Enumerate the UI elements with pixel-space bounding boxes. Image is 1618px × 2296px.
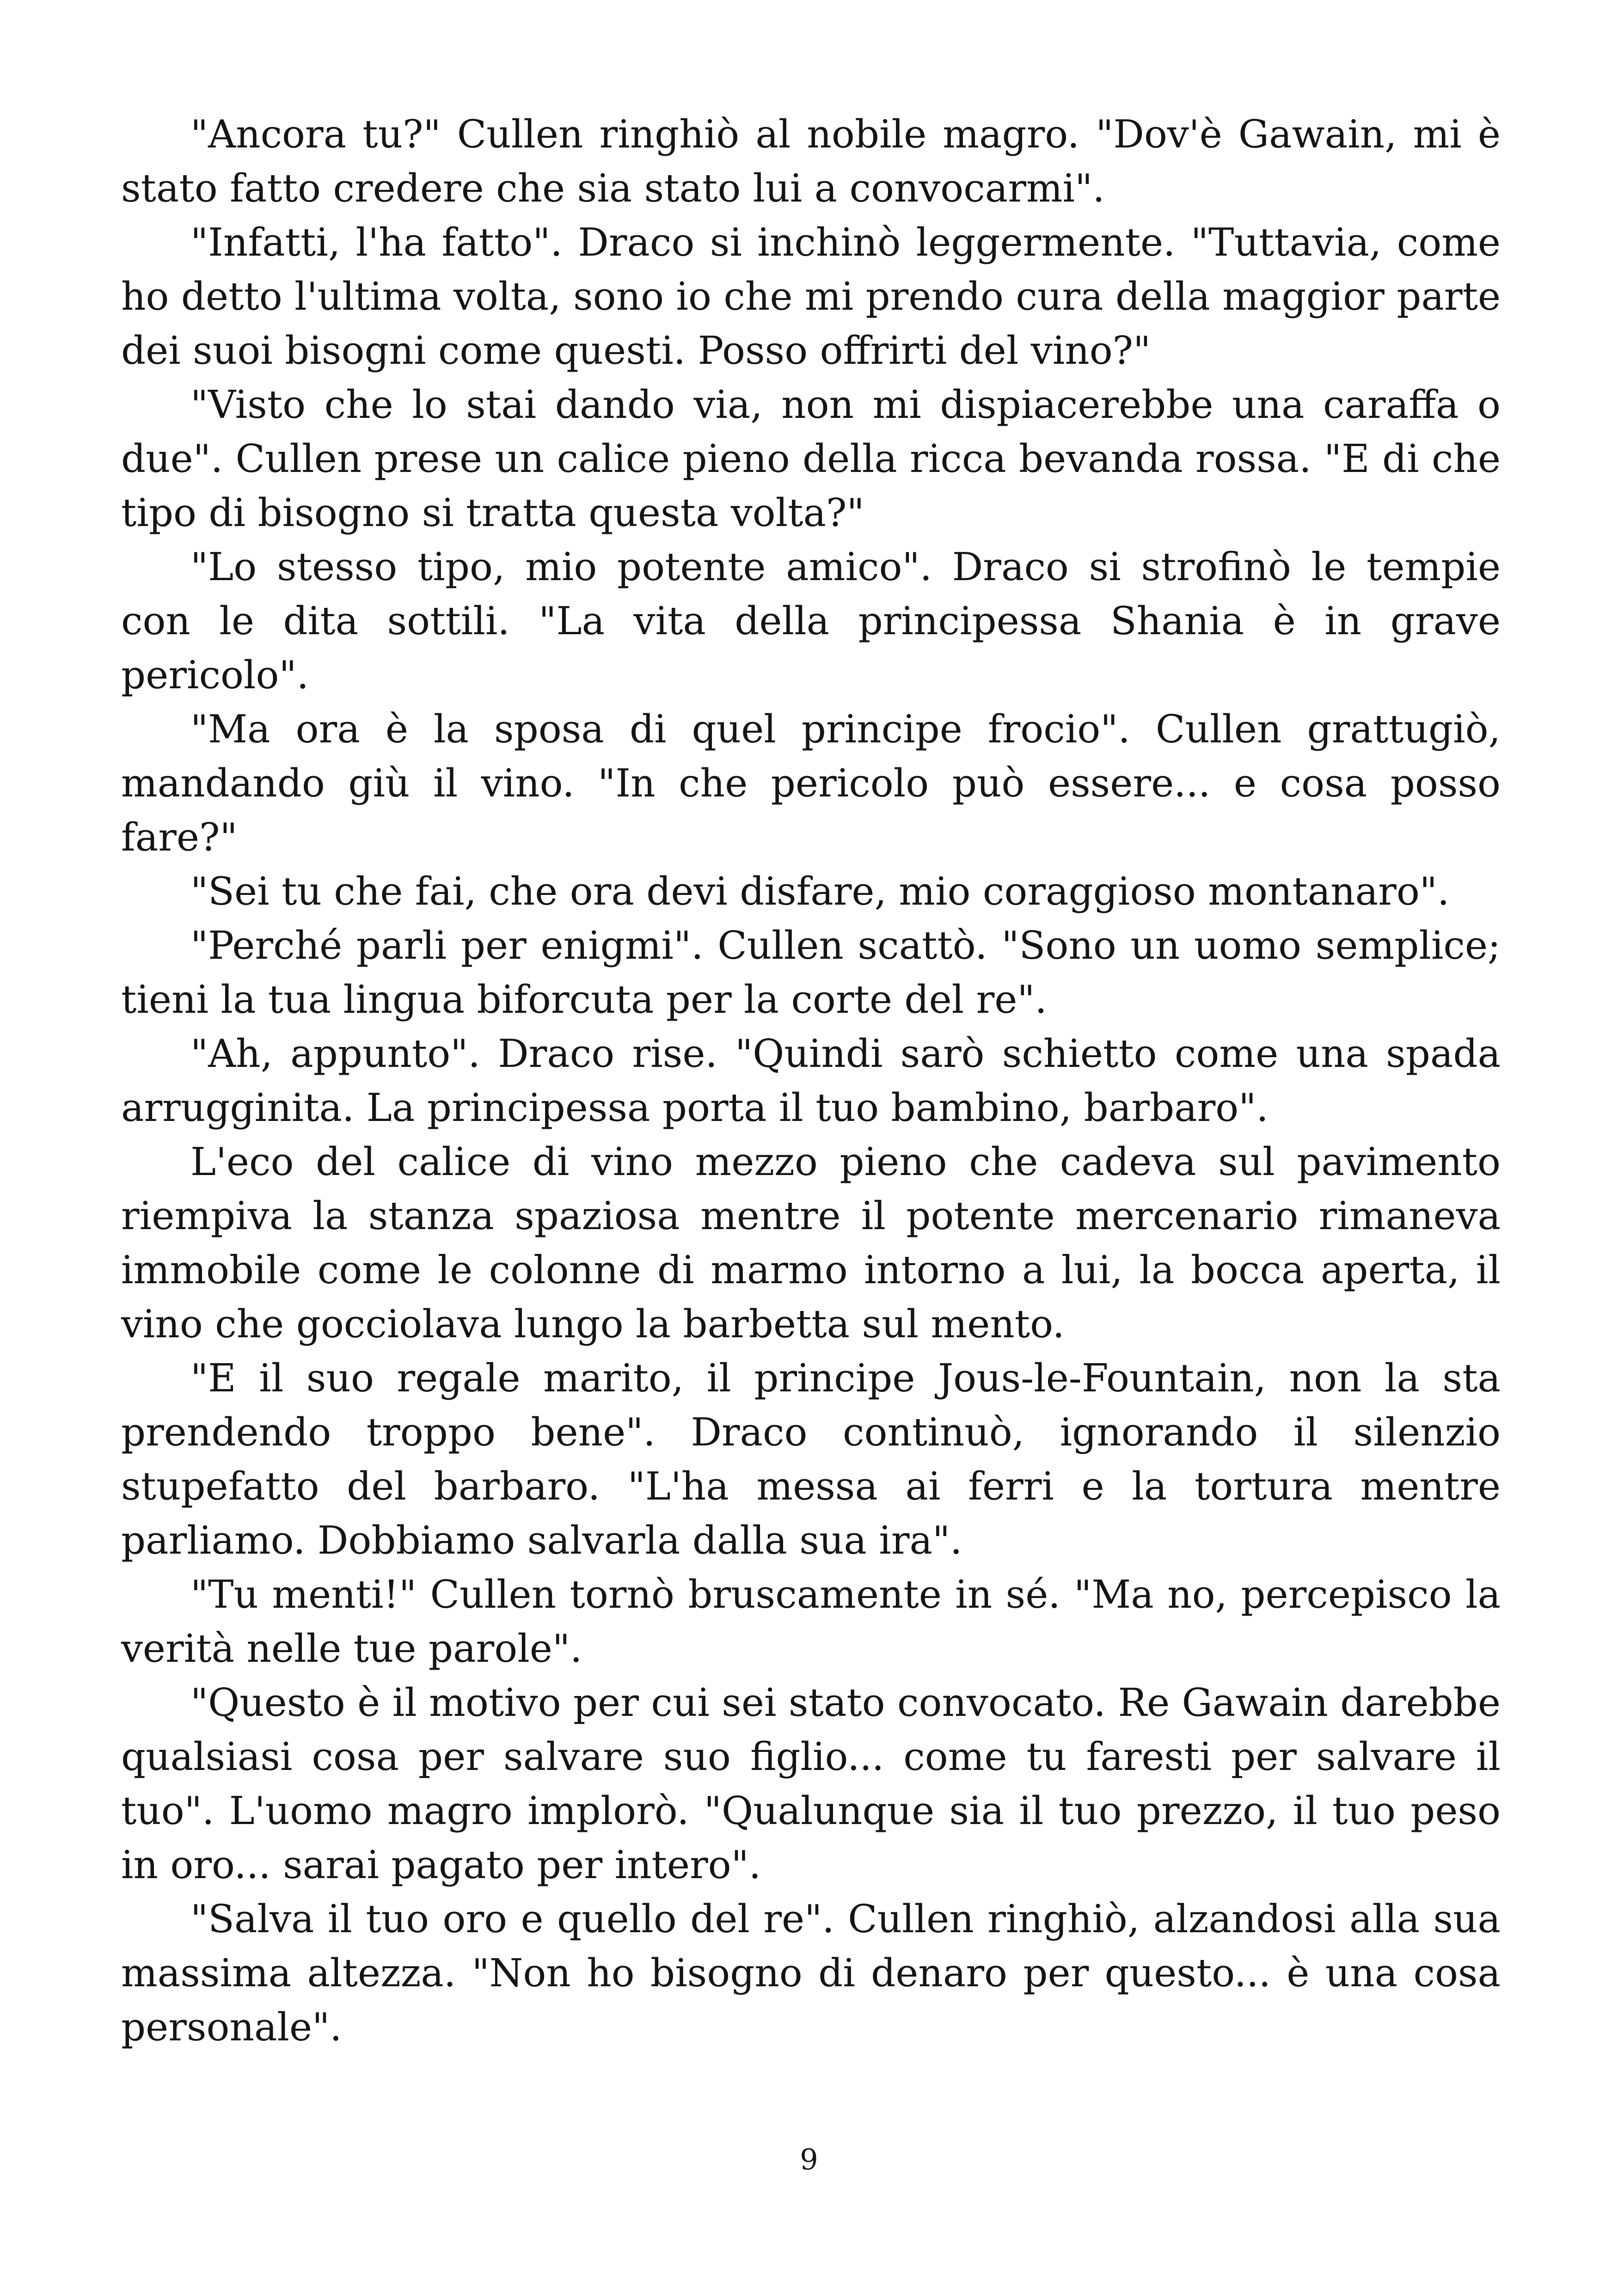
paragraph-8: "Ah, appunto". Draco rise. "Quindi sarò schietto come una spada arrugginita. La principessa porta il tuo bambino, barbaro". — [121, 1031, 1501, 1130]
paragraph-10: "E il suo regale marito, il principe Jous-le-Fountain, non la sta prendendo troppo bene". Draco continuò, ignorando il silenzio stupefatto del barbaro. "L'ha messa ai ferri e la tortura mentre parliamo. Dobbiamo salvarla dalla sua ira". — [121, 1356, 1501, 1563]
paragraph-6: "Sei tu che fai, che ora devi disfare, mio coraggioso montanaro". — [190, 869, 1450, 914]
paragraph-9: L'eco del calice di vino mezzo pieno che cadeva sul pavimento riempiva la stanza spaziosa mentre il potente mercenario rimaneva immobile come le colonne di marmo intorno a lui, la bocca aperta, il vino che gocciolava lungo la barbetta sul mento. — [121, 1139, 1501, 1347]
paragraph-13: "Salva il tuo oro e quello del re". Cullen ringhiò, alzandosi alla sua massima altezza. "Non ho bisogno di denaro per questo... è una cosa personale". — [121, 1897, 1501, 2050]
paragraph-12: "Questo è il motivo per cui sei stato convocato. Re Gawain darebbe qualsiasi cosa per salvare suo figlio... come tu faresti per salvare il tuo". L'uomo magro implorò. "Qualunque sia il tuo prezzo, il tuo peso in oro... sarai pagato per intero". — [121, 1680, 1501, 1887]
paragraph-2: "Infatti, l'ha fatto". Draco si inchinò leggermente. "Tuttavia, come ho detto l'ultima volta, sono io che mi prendo cura della maggior parte dei suoi bisogni come questi. Posso offrirti del vino?" — [121, 220, 1501, 373]
page-number: 9 — [800, 2143, 818, 2176]
paragraph-4: "Lo stesso tipo, mio potente amico". Draco si strofinò le tempie con le dita sottili. "La vita della principessa Shania è in grave pericolo". — [121, 545, 1501, 698]
paragraph-1: "Ancora tu?" Cullen ringhiò al nobile magro. "Dov'è Gawain, mi è stato fatto credere che sia stato lui a convocarmi". — [121, 112, 1501, 211]
paragraph-3: "Visto che lo stai dando via, non mi dispiacerebbe una caraffa o due". Cullen prese un calice pieno della ricca bevanda rossa. "E di che tipo di bisogno si tratta questa volta?" — [121, 382, 1501, 535]
body-text — [121, 107, 1501, 2054]
paragraph-7: "Perché parli per enigmi". Cullen scattò. "Sono un uomo semplice; tieni la tua lingua biforcuta per la corte del re". — [121, 923, 1501, 1022]
paragraph-11: "Tu menti!" Cullen tornò bruscamente in sé. "Ma no, percepisco la verità nelle tue parole". — [121, 1572, 1501, 1671]
paragraph-5: "Ma ora è la sposa di quel principe frocio". Cullen grattugiò, mandando giù il vino. "In che pericolo può essere... e cosa posso fare?" — [121, 707, 1501, 860]
